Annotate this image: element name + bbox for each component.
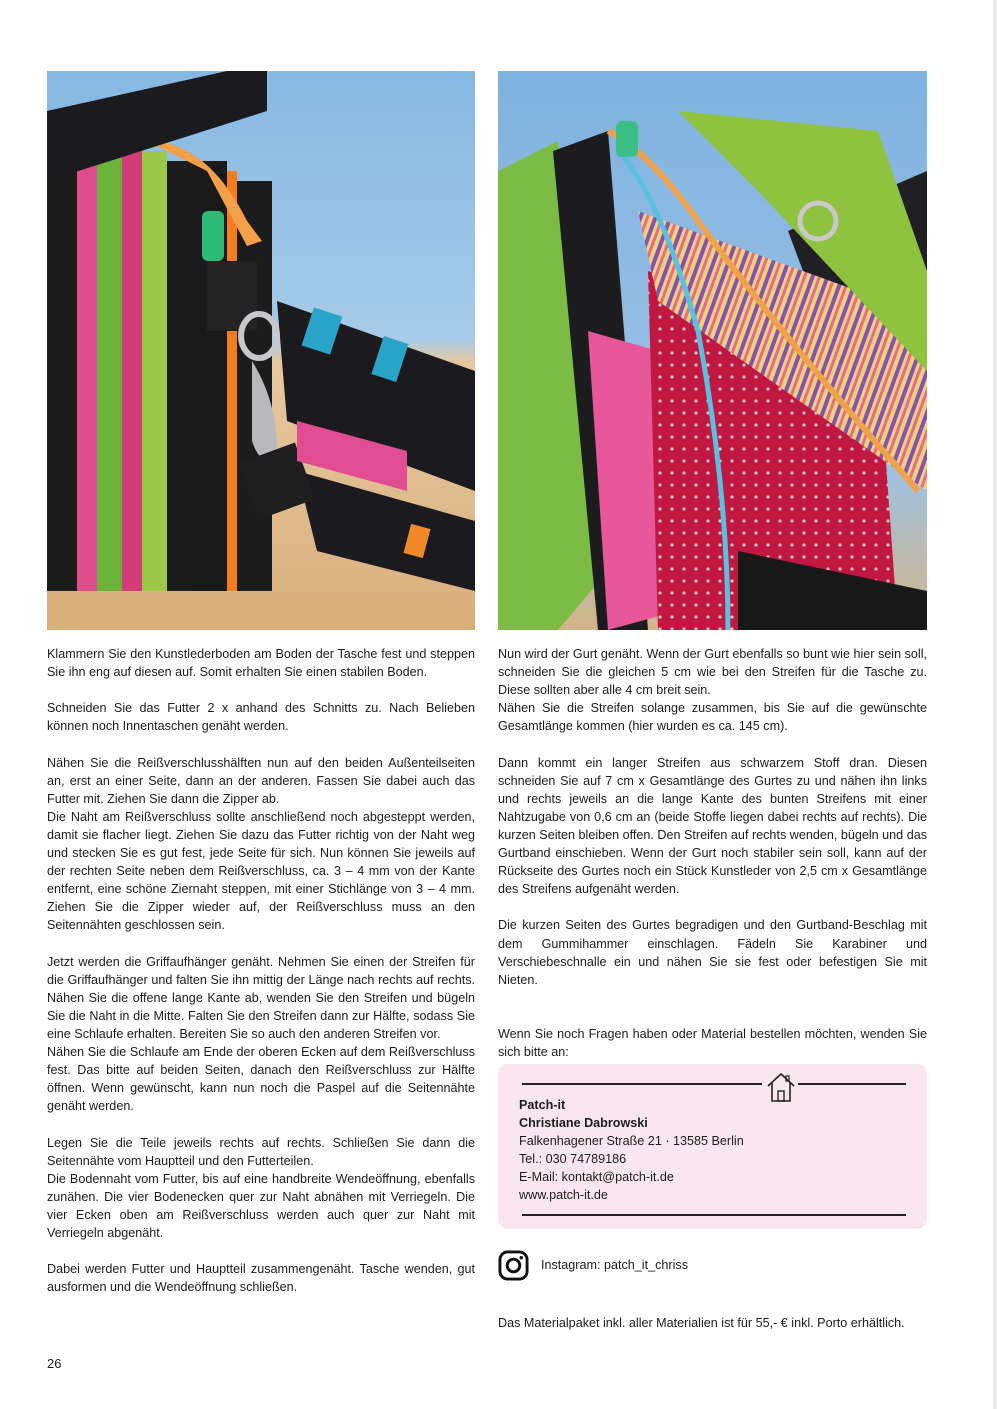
contact-box	[498, 1064, 927, 1229]
contact-address: Falkenhagener Straße 21 · 13585 Berlin	[519, 1134, 744, 1149]
instagram-icon	[498, 1250, 529, 1281]
paragraph-side-seams: Legen Sie die Teile jeweils rechts auf rechts. Schließen Sie dann die Seitennähte vom Hauptteil und den Futterteilen.	[47, 1135, 475, 1168]
bag-side-illustration	[47, 71, 475, 630]
house-icon	[764, 1070, 798, 1104]
divider	[798, 1083, 906, 1085]
left-text-column	[47, 645, 475, 1314]
paragraph-hardware: Die kurzen Seiten des Gurtes begradigen und den Gurtband-Beschlag mit dem Gummihammer einschlagen. Fädeln Sie Karabiner und Verschiebeschnalle ein und nähen Sie sie fest oder befestigen Sie mit Nieten.	[498, 918, 927, 987]
paragraph-finish: Dabei werden Futter und Hauptteil zusammengenäht. Tasche wenden, gut ausformen und die Wendeöffnung schließen.	[47, 1262, 475, 1295]
contact-phone: Tel.: 030 74789186	[519, 1152, 627, 1167]
paragraph-black-strip: Dann kommt ein langer Streifen aus schwarzem Stoff dran. Diesen schneiden Sie auf 7 cm x Gesamtlänge des Gurtes zu und nähen ihn links und rechts jeweils an die lange Kante des bunten Streifens mit einer Nahtzugabe von 0,6 cm an (beide Stoffe liegen dabei rechts auf rechts). Die kurzen Seiten bleiben offen. Den Streifen auf rechts wenden, bügeln und das Gurtband einschieben. Wenn der Gurt noch stabiler sein soll, kann auf der Rückseite des Gurtes noch ein Stück Kunstleder von 2,5 cm x Gesamtlänge des Streifens aufgenäht werden.	[498, 755, 927, 897]
bag-open-illustration	[498, 71, 927, 630]
paragraph-strap-length: Nähen Sie die Streifen solange zusammen, bis Sie auf die gewünschte Gesamtlänge kommen (hier wurden es ca. 145 cm).	[498, 701, 927, 734]
photo-bag-side-view	[47, 71, 475, 630]
contact-name: Christiane Dabrowski	[519, 1116, 648, 1131]
instagram-handle[interactable]: Instagram: patch_it_chriss	[541, 1258, 688, 1272]
contact-website[interactable]: www.patch-it.de	[519, 1188, 608, 1203]
paragraph-loops-attach: Nähen Sie die Schlaufe am Ende der oberen Ecken auf dem Reißverschluss fest. Das bitte auf beiden Seiten, danach den Reißverschluss zur Hälfte öffnen. Wenn gewünscht, kann nun noch die Paspel auf die Seitennähte genäht werden.	[47, 1045, 475, 1114]
divider	[522, 1214, 906, 1216]
right-text-column	[498, 645, 927, 1079]
page-number: 26	[47, 1356, 62, 1371]
paragraph-handle-loops: Jetzt werden die Griffaufhänger genäht. Nehmen Sie einen der Streifen für die Griffaufhänger und falten Sie ihn mittig der Länge nach rechts auf rechts. Nähen Sie die offene lange Kante ab, wenden Sie den Streifen und bügeln Sie die Naht in die Mitte. Falten Sie den Streifen dann zur Hälfte, sodass Sie eine Schlaufe erhalten. Bereiten Sie so auch den anderen Streifen vor.	[47, 954, 475, 1041]
contact-company: Patch-it	[519, 1098, 566, 1112]
paragraph-zipper-sew: Nähen Sie die Reißverschlusshälften nun auf den beiden Außenteilseiten an, erst an einer Seite, dann an der anderen. Fassen Sie dabei auch das Futter mit. Ziehen Sie dann die Zipper ab.	[47, 755, 475, 806]
paragraph-strap: Nun wird der Gurt genäht. Wenn der Gurt ebenfalls so bunt wie hier sein soll, schneiden Sie die gleichen 5 cm wie bei den Streifen für die Tasche zu. Diese sollten aber alle 4 cm breit sein.	[498, 647, 927, 698]
contact-email[interactable]: E-Mail: kontakt@patch-it.de	[519, 1170, 674, 1185]
photo-bag-open-view	[498, 71, 927, 630]
paragraph-contact-intro: Wenn Sie noch Fragen haben oder Material bestellen möchten, wenden Sie sich bitte an:	[498, 1026, 927, 1059]
page-edge	[993, 0, 997, 1409]
divider	[522, 1083, 762, 1085]
instagram-row[interactable]	[498, 1249, 688, 1281]
paragraph-bottom: Klammern Sie den Kunstlederboden am Boden der Tasche fest und steppen Sie ihn eng auf diesen auf. Somit erhalten Sie einen stabilen Boden.	[47, 647, 475, 680]
paragraph-bottom-seam: Die Bodennaht vom Futter, bis auf eine handbreite Wendeöffnung, ebenfalls zunähen. Die vier Bodenecken quer zur Naht abnähen mit Verriegeln. Die vier Ecken oben am Reißverschluss werden auch quer zur Naht mit Verriegeln abgenäht.	[47, 1171, 475, 1240]
paragraph-lining: Schneiden Sie das Futter 2 x anhand des Schnitts zu. Nach Belieben können noch Innentaschen genäht werden.	[47, 701, 475, 734]
material-package-note: Das Materialpaket inkl. aller Materialien ist für 55,- € inkl. Porto erhältlich.	[498, 1316, 905, 1330]
paragraph-zipper-topstitch: Die Naht am Reißverschluss sollte anschließend noch abgesteppt werden, damit sie flacher liegt. Ziehen Sie dazu das Futter richtig von der Naht weg und stecken Sie es gut fest, jede Seite für sich. Nun können Sie jeweils auf der rechten Seite neben dem Reißverschluss, ca. 3 – 4 mm von der Kante entfernt, eine schöne Ziernaht steppen, mit einer Stichlänge von 3 – 4 mm. Ziehen Sie die Zipper wieder auf, der Reißverschluss muss an den Seitennähten geschlossen sein.	[47, 809, 475, 933]
contact-details	[519, 1096, 744, 1205]
